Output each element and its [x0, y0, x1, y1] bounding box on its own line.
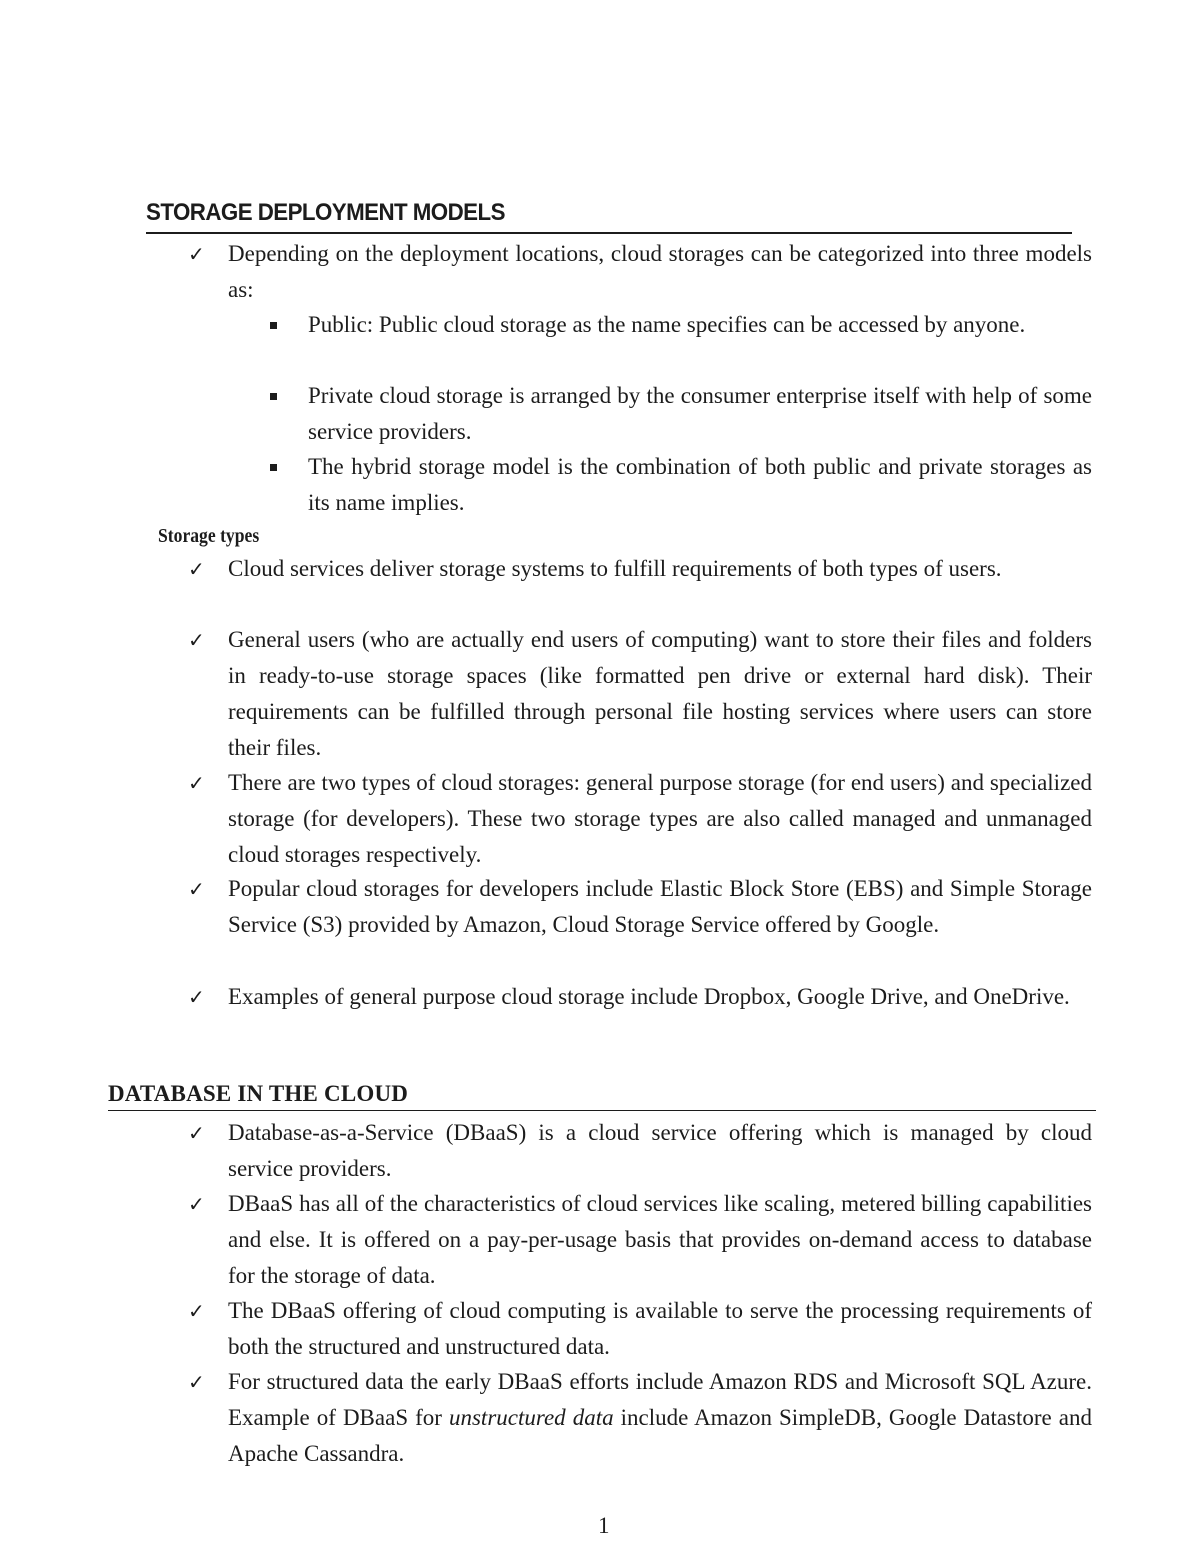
bullet-text: There are two types of cloud storages: general purpose storage (for end users) and specialized storage (for developers). These two storage types are also called managed and unmanaged cloud storages respectively. — [228, 770, 1092, 867]
checkmark-icon: ✓ — [188, 1121, 205, 1145]
square-bullet-icon — [270, 464, 277, 471]
checkmark-icon: ✓ — [188, 985, 205, 1009]
bullet-text: DBaaS has all of the characteristics of cloud services like scaling, metered billing capabilities and else. It is offered on a pay-per-usage basis that provides on-demand access to database for the storage of data. — [228, 1191, 1092, 1288]
bullet-text — [228, 1364, 1092, 1472]
italic-text-run: unstructured data — [448, 1405, 614, 1430]
bullet-text: Cloud services deliver storage systems to fulfill requirements of both types of users. — [228, 556, 1002, 581]
heading-underline — [108, 1110, 1096, 1111]
checkmark-icon: ✓ — [188, 1370, 205, 1394]
database-cloud-heading: DATABASE IN THE CLOUD — [108, 1081, 409, 1106]
bullet-text: The DBaaS offering of cloud computing is available to serve the processing requirements of both the structured and unstructured data. — [228, 1298, 1092, 1359]
checkmark-icon: ✓ — [188, 628, 205, 652]
model-item: Private cloud storage is arranged by the consumer enterprise itself with help of some service providers. — [308, 383, 1092, 444]
page-number: 1 — [598, 1513, 610, 1538]
text-run: For structured data the early DBaaS efforts include Amazon RDS and Microsoft SQL Azure. Example of DBaaS for — [228, 1369, 1092, 1430]
checkmark-icon: ✓ — [188, 771, 205, 795]
bullet-text: Database-as-a-Service (DBaaS) is a cloud service offering which is managed by cloud service providers. — [228, 1120, 1092, 1181]
bullet-text: General users (who are actually end users of computing) want to store their files and folders in ready-to-use storage spaces (like formatted pen drive or external hard disk). Their requirements can be fulfilled through personal file hosting services where users can store their files. — [228, 627, 1092, 760]
checkmark-icon: ✓ — [188, 877, 205, 901]
square-bullet-icon — [270, 393, 277, 400]
model-item: Public: Public cloud storage as the name specifies can be accessed by anyone. — [308, 312, 1026, 337]
storage-deployment-heading: STORAGE DEPLOYMENT MODELS — [146, 199, 505, 226]
bullet-text: Depending on the deployment locations, cloud storages can be categorized into three models as: — [228, 241, 1092, 302]
storage-types-heading: Storage types — [158, 525, 260, 547]
bullet-text: Examples of general purpose cloud storage include Dropbox, Google Drive, and OneDrive. — [228, 984, 1070, 1009]
text-run: include Amazon SimpleDB, Google Datastore and Apache Cassandra. — [228, 1405, 1092, 1466]
checkmark-icon: ✓ — [188, 242, 205, 266]
bullet-text: Popular cloud storages for developers include Elastic Block Store (EBS) and Simple Storage Service (S3) provided by Amazon, Cloud Storage Service offered by Google. — [228, 876, 1092, 937]
heading-underline — [146, 232, 1072, 234]
model-item: The hybrid storage model is the combination of both public and private storages as its name implies. — [308, 454, 1092, 515]
square-bullet-icon — [270, 322, 277, 329]
checkmark-icon: ✓ — [188, 557, 205, 581]
checkmark-icon: ✓ — [188, 1192, 205, 1216]
checkmark-icon: ✓ — [188, 1299, 205, 1323]
